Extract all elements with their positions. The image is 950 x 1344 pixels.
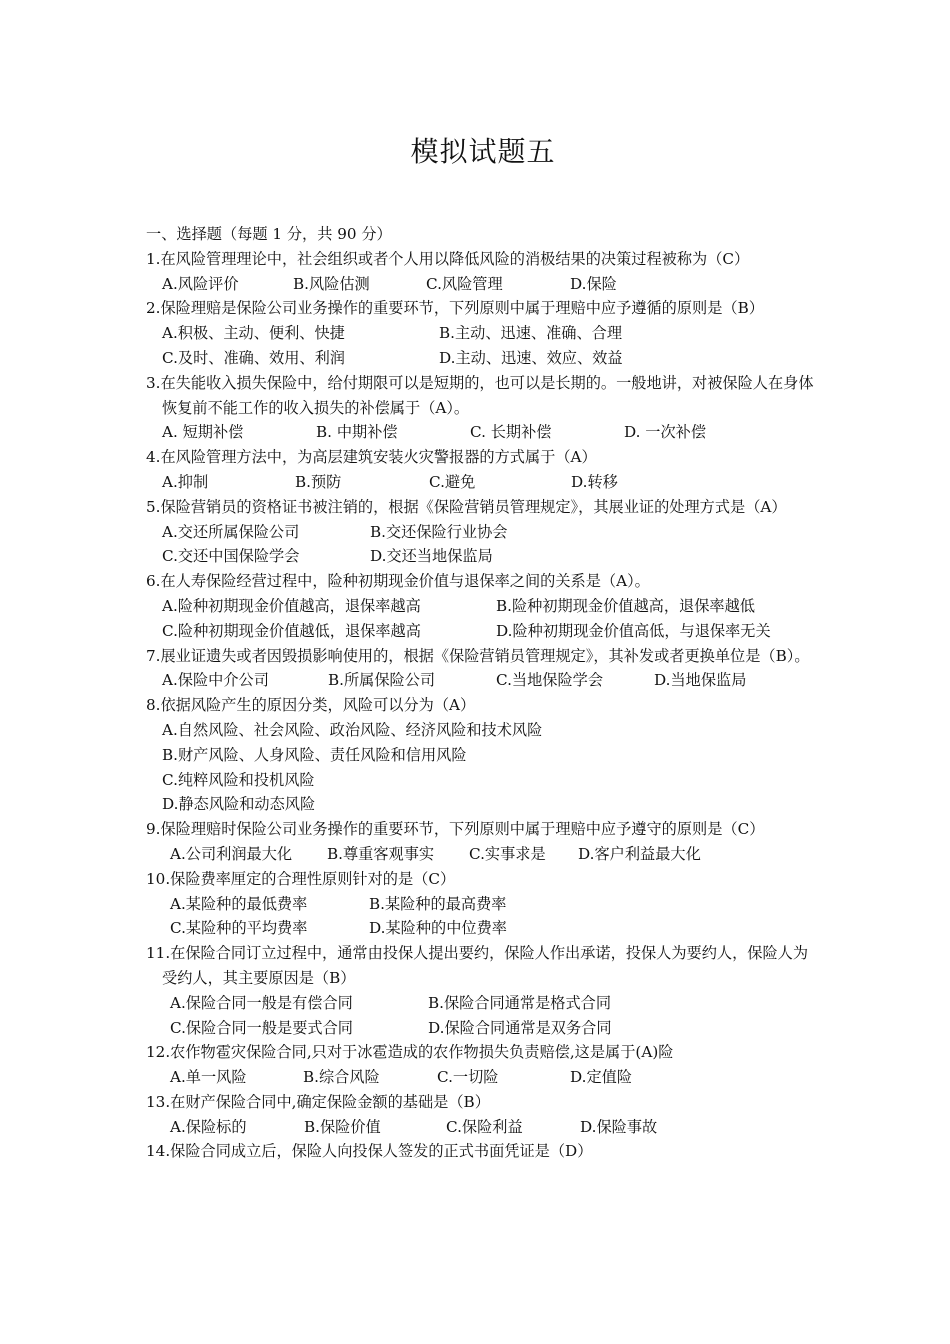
option: D.主动、迅速、效应、效益 <box>439 348 623 367</box>
question-text: 11.在保险合同订立过程中，通常由投保人提出要约，保险人作出承诺，投保人为要约人，保险人为受约人，其主要原因是（B） <box>146 944 809 987</box>
option: D.交还当地保监局 <box>370 547 493 566</box>
page-title: 模拟试题五 <box>410 135 556 168</box>
question-text: 1.在风险管理理论中，社会组织或者个人用以降低风险的消极结果的决策过程被称为（C） <box>146 249 750 268</box>
option: D. 一次补偿 <box>624 423 707 442</box>
option: D.定值险 <box>570 1068 633 1087</box>
option: B.保险合同通常是格式合同 <box>428 993 612 1012</box>
option-row <box>146 991 816 1016</box>
option: B.某险种的最高费率 <box>369 894 507 913</box>
option: C.避免 <box>429 472 476 491</box>
option: D.保险 <box>570 274 617 293</box>
option: B.尊重客观事实 <box>327 844 435 863</box>
option: C.保险合同一般是要式合同 <box>170 1018 353 1037</box>
question-text: 6.在人寿保险经营过程中，险种初期现金价值与退保率之间的关系是（A）。 <box>146 572 650 591</box>
option-row <box>146 619 816 644</box>
option: D.保险合同通常是双务合同 <box>428 1018 612 1037</box>
question-text: 5.保险营销员的资格证书被注销的，根据《保险营销员管理规定》，其展业证的处理方式是（A） <box>146 497 787 516</box>
option: C.及时、准确、效用、利润 <box>162 348 345 367</box>
option-row <box>146 1016 816 1041</box>
option-row <box>146 1115 816 1140</box>
option-row <box>146 520 816 545</box>
section-heading: 一、选择题（每题 1 分，共 90 分） <box>146 225 392 243</box>
question-text: 8.依据风险产生的原因分类，风险可以分为（A） <box>146 696 476 715</box>
option: A.险种初期现金价值越高，退保率越高 <box>162 596 421 615</box>
option: C.险种初期现金价值越低，退保率越高 <box>162 621 421 640</box>
option-row <box>146 470 816 495</box>
option: C. 长期补偿 <box>470 423 552 442</box>
option: A.某险种的最低费率 <box>170 894 308 913</box>
option: C.当地保险学会 <box>496 671 604 690</box>
option: D.客户利益最大化 <box>578 844 701 863</box>
question-text: 13.在财产保险合同中,确定保险金额的基础是（B） <box>146 1092 490 1111</box>
question-text: 12.农作物雹灾保险合同,只对于冰雹造成的农作物损失负责赔偿,这是属于(A)险 <box>146 1043 674 1062</box>
question-text: 10.保险费率厘定的合理性原则针对的是（C） <box>146 869 456 888</box>
option: C.风险管理 <box>426 274 503 293</box>
option: A. 短期补偿 <box>162 423 244 442</box>
option: B. 中期补偿 <box>316 423 398 442</box>
option: C.实事求是 <box>469 844 546 863</box>
question-text: 3.在失能收入损失保险中，给付期限可以是短期的，也可以是长期的。一般地讲，对被保险人在身体恢复前不能工作的收入损失的补偿属于（A）。 <box>146 373 814 417</box>
option-row <box>146 594 816 619</box>
option: D.保险事故 <box>580 1117 658 1136</box>
option: A.保险标的 <box>170 1117 247 1136</box>
option: B.主动、迅速、准确、合理 <box>439 324 623 343</box>
question-text: 4.在风险管理方法中，为高层建筑安装火灾警报器的方式属于（A） <box>146 448 597 467</box>
option: C.一切险 <box>437 1068 499 1087</box>
option: B.所属保险公司 <box>328 671 436 690</box>
option-row <box>146 544 816 569</box>
option-row <box>146 668 816 693</box>
option: A.自然风险、社会风险、政治风险、经济风险和技术风险 <box>162 720 543 739</box>
question-text: 9.保险理赔时保险公司业务操作的重要环节，下列原则中属于理赔中应予遵守的原则是（C） <box>146 820 765 839</box>
option: A.风险评价 <box>162 274 239 293</box>
option: A.公司利润最大化 <box>170 844 293 863</box>
option-row <box>146 420 816 445</box>
option: B.保险价值 <box>304 1117 381 1136</box>
option-row <box>146 1065 816 1090</box>
option-row <box>146 272 816 297</box>
option: C.纯粹风险和投机风险 <box>162 770 315 789</box>
option: C.保险利益 <box>446 1117 523 1136</box>
option: B.财产风险、人身风险、责任风险和信用风险 <box>162 745 467 764</box>
option: C.某险种的平均费率 <box>170 919 308 938</box>
option: B.预防 <box>295 472 342 491</box>
option: B.交还保险行业协会 <box>370 522 508 541</box>
option-row <box>146 321 816 346</box>
option: B.风险估测 <box>293 274 370 293</box>
question-text: 14.保险合同成立后，保险人向投保人签发的正式书面凭证是（D） <box>146 1142 593 1161</box>
option: D.静态风险和动态风险 <box>162 795 316 814</box>
option: A.抑制 <box>162 472 209 491</box>
option: C.交还中国保险学会 <box>162 547 300 566</box>
option: A.保险中介公司 <box>162 671 269 690</box>
option: A.积极、主动、便利、快捷 <box>162 324 345 343</box>
option-row <box>146 892 816 917</box>
option: D.当地保监局 <box>654 671 747 690</box>
question-text: 2.保险理赔是保险公司业务操作的重要环节，下列原则中属于理赔中应予遵循的原则是（B） <box>146 299 764 318</box>
option: D.某险种的中位费率 <box>369 919 507 938</box>
option-row <box>146 916 816 941</box>
option: A.单一风险 <box>170 1068 247 1087</box>
option: A.交还所属保险公司 <box>162 522 300 541</box>
exam-content <box>146 222 816 1164</box>
option: A.保险合同一般是有偿合同 <box>170 993 353 1012</box>
option-row <box>146 346 816 371</box>
option-row <box>146 842 816 867</box>
option: B.险种初期现金价值越高，退保率越低 <box>496 596 755 615</box>
option: D.险种初期现金价值高低，与退保率无关 <box>496 621 771 640</box>
option: D.转移 <box>571 472 618 491</box>
question-text: 7.展业证遗失或者因毁损影响使用的，根据《保险营销员管理规定》，其补发或者更换单位是（B）。 <box>146 646 810 665</box>
option: B.综合风险 <box>303 1068 380 1087</box>
